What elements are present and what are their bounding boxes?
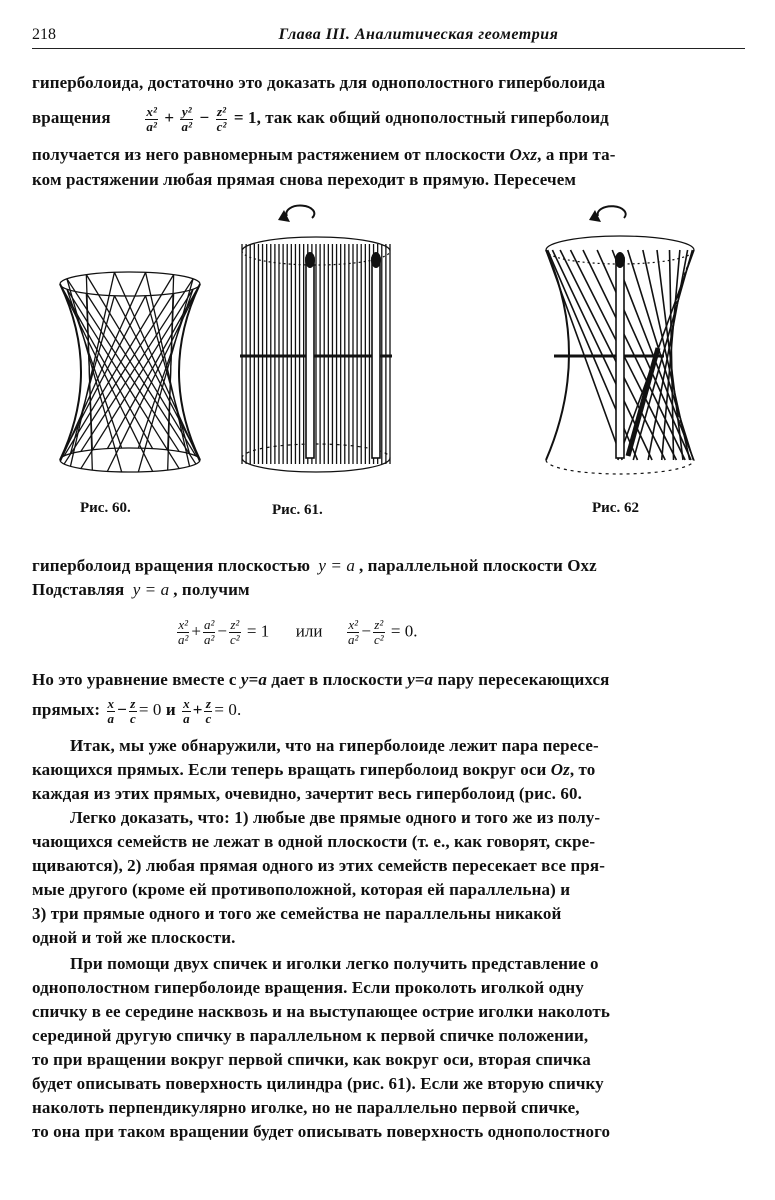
cylinder-rulings bbox=[242, 244, 390, 464]
ruling-line-a bbox=[67, 279, 179, 452]
frac-z2-c2-b: $\frac{\text{z²}}{\text{c²}}$ bbox=[373, 617, 384, 647]
display-formula: $\frac{\text{x²}}{\text{a²}}$ + $\frac{\text{a²}}{\text{a²}}$ − $\frac{\text{z²}}{\text{c²}}$ = 1 или $\frac{\text{x²}}{\text{a²}}$ − $\frac{\text{z²}}{\text{c²}}$ = 0. bbox=[178, 617, 418, 647]
page-number: 218 bbox=[32, 26, 56, 43]
frac-y2-a2: $\frac{\text{y²}}{\text{a²}}$ bbox=[181, 103, 193, 134]
p5-line-4: мые другого (кроме ей противоположной, которая ей параллельна) и bbox=[32, 880, 571, 899]
p5-line-2: чающихся семейств не лежат в одной плоскости (т. е., как говорят, скре- bbox=[32, 832, 596, 851]
plus-sign: + bbox=[164, 108, 175, 127]
figure-62-match-hyperboloid bbox=[540, 198, 700, 488]
caption-fig-60: Рис. 60. bbox=[80, 500, 131, 516]
p5-line-3: щиваются), 2) любая прямая одного из этих семейств пересекает все пря- bbox=[32, 856, 605, 875]
frac-z-c-b: $\frac{z}{c}$ bbox=[205, 695, 212, 726]
p5-line-5: 3) три прямые одного и того же семейства не параллельны никакой bbox=[32, 904, 562, 923]
word-or: или bbox=[295, 621, 323, 641]
p5-line-6: одной и той же плоскости. bbox=[32, 928, 236, 947]
match-axis-head bbox=[305, 252, 315, 268]
p3-line-2: прямых: $\frac{x}{a}$ − $\frac{z}{c}$ = 0 и $\frac{x}{a}$ + $\frac{z}{c}$ = 0. bbox=[32, 695, 242, 726]
figure-61-cylinder bbox=[232, 196, 400, 486]
frac-x-a-b: $\frac{x}{a}$ bbox=[183, 695, 190, 726]
minus-sign: − bbox=[199, 108, 210, 127]
p1-line-4: ком растяжении любая прямая снова переходит в прямую. Пересечем bbox=[32, 170, 577, 189]
hyperboloid2-bottom-front bbox=[546, 460, 694, 474]
hyperboloid-top-rim bbox=[60, 272, 200, 296]
p6-line-2: однополостном гиперболоиде вращения. Если проколоть иголкой одну bbox=[32, 978, 584, 997]
frac-x-a: $\frac{x}{a}$ bbox=[107, 695, 115, 726]
p6-line-3: спичку в ее середине насквозь и на выступающее острие иголки наколоть bbox=[32, 1002, 610, 1021]
p2-line-1: гиперболоид вращения плоскостью y = a , параллельной плоскости Oxz bbox=[32, 556, 597, 575]
frac-x2-a2: $\frac{\text{x²}}{\text{a²}}$ bbox=[146, 103, 157, 134]
p2-line-2: Подставляя y = a , получим bbox=[32, 580, 250, 599]
match-axis bbox=[306, 258, 314, 458]
p5-line-1: Легко доказать, что: 1) любые две прямые одного и того же из полу- bbox=[70, 808, 601, 827]
hyperboloid2-top-back bbox=[546, 236, 694, 250]
axis-oz: Oz bbox=[550, 760, 570, 779]
rotation-arrow-icon bbox=[286, 206, 314, 218]
ruling-line-a bbox=[67, 289, 122, 448]
rotation-arrow-icon bbox=[598, 206, 626, 218]
p6-line-5: то при вращении вокруг первой спички, как вокруг оси, вторая спичка bbox=[32, 1050, 591, 1069]
p6-line-7: наколоть перпендикулярно иголке, но не параллельно первой спичке, bbox=[32, 1098, 580, 1117]
p6-line-4: серединой другую спичку в параллельном к первой спичке положении, bbox=[32, 1026, 589, 1045]
eq-y-a: y = a bbox=[132, 580, 170, 599]
frac-x2-a2: $\frac{\text{x²}}{\text{a²}}$ bbox=[178, 617, 189, 647]
p4-line-3: каждая из этих прямых, очевидно, зачертит весь гиперболоид (рис. 60. bbox=[32, 784, 582, 803]
p4-line-1: Итак, мы уже обнаружили, что на гиперболоиде лежит пара пересе- bbox=[70, 736, 599, 755]
figure-60-hyperboloid bbox=[50, 262, 210, 480]
plane-oxz: Oxz bbox=[509, 145, 538, 164]
frac-z-c: $\frac{z}{c}$ bbox=[129, 695, 136, 726]
p6-line-8: то она при таком вращении будет описывать поверхность однополостного bbox=[32, 1122, 611, 1141]
frac-a2-a2: $\frac{\text{a²}}{\text{a²}}$ bbox=[204, 617, 215, 647]
p6-line-1: При помощи двух спичек и иголки легко получить представление о bbox=[70, 954, 599, 973]
p4-line-2: кающихся прямых. Если теперь вращать гиперболоид вокруг оси Oz, то bbox=[32, 760, 596, 779]
caption-fig-61: Рис. 61. bbox=[272, 502, 323, 518]
match-axis-head bbox=[615, 252, 625, 268]
p1-line-2 bbox=[32, 100, 732, 136]
p3-line-1: Но это уравнение вместе с y=a дает в плоскости y=a пару пересекающихся bbox=[32, 670, 610, 689]
p1-line-2-post: = 1, так как общий однополостный гиперболоид bbox=[233, 108, 609, 127]
p6-line-6: будет описывать поверхность цилиндра (рис. 61). Если же вторую спичку bbox=[32, 1074, 604, 1093]
ruling-line-b bbox=[81, 279, 193, 452]
match-axis bbox=[616, 258, 624, 458]
p1-line-2-pre: вращения bbox=[32, 108, 111, 127]
caption-fig-62: Рис. 62 bbox=[592, 500, 639, 516]
frac-z2-c2: $\frac{\text{z²}}{\text{c²}}$ bbox=[230, 617, 240, 647]
match-parallel-head bbox=[371, 252, 381, 268]
frac-x2-a2-b: $\frac{\text{x²}}{\text{a²}}$ bbox=[347, 617, 359, 647]
chapter-title: Глава III. Аналитическая геометрия bbox=[278, 26, 559, 43]
eq-y-a: y = a bbox=[318, 556, 355, 575]
rotation-arrowhead-icon bbox=[278, 210, 290, 222]
frac-z2-c2: $\frac{\text{z²}}{\text{c²}}$ bbox=[216, 103, 227, 134]
p1-line-1: гиперболоида, достаточно это доказать для однополостного гиперболоида bbox=[32, 73, 606, 92]
running-header bbox=[32, 26, 745, 49]
match-parallel bbox=[372, 258, 380, 458]
p1-line-3: получается из него равномерным растяжением от плоскости Oxz, а при та- bbox=[32, 145, 616, 164]
